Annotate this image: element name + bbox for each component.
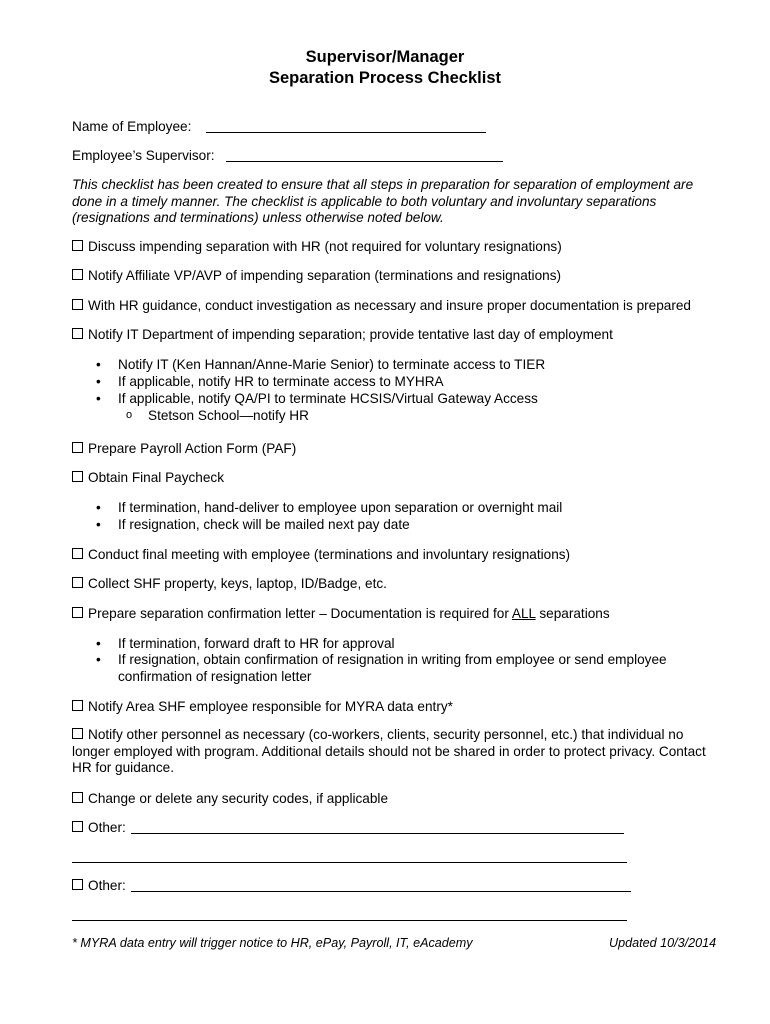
checkbox-icon[interactable]: [72, 548, 83, 559]
item-final-meeting: [72, 546, 570, 563]
checkbox-icon[interactable]: [72, 879, 83, 890]
item-other-1: [72, 819, 126, 836]
checkbox-icon[interactable]: [72, 728, 83, 739]
list-item: • If resignation, check will be mailed next pay date: [96, 517, 410, 532]
item-confirmation-letter: Prepare separation confirmation letter – Documentation is required for ALL separations: [72, 605, 610, 622]
item-notify-it: [72, 326, 613, 343]
checkbox-icon[interactable]: [72, 240, 83, 251]
item-other-1-label: Other:: [88, 820, 126, 835]
item-notify-it-label: Notify IT Department of impending separation; provide tentative last day of employment: [88, 327, 613, 342]
bullet-icon: •: [96, 357, 101, 372]
item-notify-vp: [72, 267, 561, 284]
bullet-icon: •: [96, 500, 101, 515]
sub-list-item: o Stetson School—notify HR: [126, 408, 309, 423]
item-notify-area-label: Notify Area SHF employee responsible for MYRA data entry*: [88, 699, 453, 714]
other-1-field[interactable]: [131, 820, 624, 834]
checkbox-icon[interactable]: [72, 328, 83, 339]
emphasis-all: ALL: [511, 606, 536, 621]
checkbox-icon[interactable]: [72, 269, 83, 280]
item-security-codes: [72, 790, 388, 807]
checkbox-icon[interactable]: [72, 471, 83, 482]
item-discuss-label: Discuss impending separation with HR (not required for voluntary resignations): [88, 239, 562, 254]
item-final-meeting-label: Conduct final meeting with employee (terminations and involuntary resignations): [88, 547, 571, 562]
list-item: • If termination, hand-deliver to employee upon separation or overnight mail: [96, 500, 563, 515]
supervisor-row: [72, 147, 215, 164]
title-line-2: Separation Process Checklist: [268, 69, 501, 87]
employee-name-field[interactable]: [206, 119, 486, 133]
item-discuss: [72, 238, 562, 255]
item-notify-other-label: Notify other personnel as necessary (co-workers, clients, security personnel, etc.) that individual no longer employed with program. Additional details should not be shared in order to protect privacy. Contact HR for guidance.: [72, 727, 706, 775]
bullet-icon: •: [96, 517, 101, 532]
bullet-icon: •: [96, 391, 101, 406]
other-2-field[interactable]: [131, 878, 631, 892]
item-notify-area: [72, 698, 453, 715]
checkbox-icon[interactable]: [72, 442, 83, 453]
checkbox-icon[interactable]: [72, 821, 83, 832]
item-security-codes-label: Change or delete any security codes, if applicable: [88, 791, 388, 806]
bullet-icon: •: [96, 374, 101, 389]
checkbox-icon[interactable]: [72, 792, 83, 803]
list-item: • Notify IT (Ken Hannan/Anne-Marie Senior) to terminate access to TIER: [96, 357, 546, 372]
item-prepare-paf: [72, 440, 296, 457]
list-item: • If termination, forward draft to HR for approval: [96, 636, 395, 651]
list-item: • If applicable, notify HR to terminate access to MYHRA: [96, 374, 444, 389]
other-1-extra-line[interactable]: [72, 862, 627, 863]
item-other-2-label: Other:: [88, 878, 126, 893]
item-other-2: [72, 877, 126, 894]
intro-paragraph: This checklist has been created to ensure that all steps in preparation for separation of employment are done in a timely manner. The checklist is applicable to both voluntary and involuntary separations (resignations and terminations) unless otherwise noted below.: [72, 177, 694, 225]
checkbox-icon[interactable]: [72, 700, 83, 711]
supervisor-label: Employee’s Supervisor:: [72, 148, 215, 163]
footer-updated: Updated 10/3/2014: [609, 936, 717, 950]
supervisor-field[interactable]: [226, 148, 503, 162]
footer-note: * MYRA data entry will trigger notice to HR, ePay, Payroll, IT, eAcademy: [72, 936, 473, 950]
item-notify-other: [72, 727, 712, 777]
list-item: • If applicable, notify QA/PI to terminate HCSIS/Virtual Gateway Access: [96, 391, 538, 406]
other-2-extra-line[interactable]: [72, 920, 627, 921]
employee-name-row: [72, 118, 191, 135]
item-hr-guidance: [72, 297, 691, 314]
circle-bullet-icon: o: [126, 409, 133, 421]
item-notify-vp-label: Notify Affiliate VP/AVP of impending separation (terminations and resignations): [88, 268, 562, 283]
employee-name-label: Name of Employee:: [72, 119, 192, 134]
checkbox-icon[interactable]: [72, 577, 83, 588]
title-line-1: Supervisor/Manager: [305, 48, 465, 66]
bullet-icon: •: [96, 636, 101, 651]
checkbox-icon[interactable]: [72, 607, 83, 618]
checkbox-icon[interactable]: [72, 299, 83, 310]
list-item: • If resignation, obtain confirmation of resignation in writing from employee or send employee confirmation of resignation letter: [96, 652, 667, 684]
item-final-paycheck-label: Obtain Final Paycheck: [88, 470, 225, 485]
bullet-icon: •: [96, 652, 101, 667]
item-hr-guidance-label: With HR guidance, conduct investigation as necessary and insure proper documentation is prepared: [88, 298, 691, 313]
item-collect-property-label: Collect SHF property, keys, laptop, ID/Badge, etc.: [88, 576, 387, 591]
item-final-paycheck: [72, 469, 224, 486]
item-prepare-paf-label: Prepare Payroll Action Form (PAF): [88, 441, 297, 456]
item-collect-property: [72, 575, 387, 592]
